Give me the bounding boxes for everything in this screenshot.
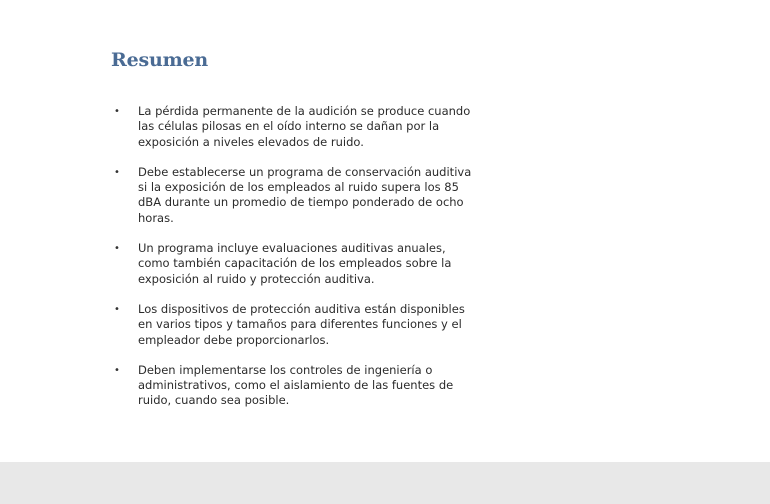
bullet-text: La pérdida permanente de la audición se produce cuando las células pilosas en el oído interno se dañan por la exposición a niveles elevados de ruido. — [138, 104, 471, 149]
bullet-item — [114, 302, 474, 348]
bullet-icon: • — [114, 243, 120, 255]
bullet-item — [114, 363, 474, 409]
bullet-text: Debe establecerse un programa de conservación auditiva si la exposición de los empleados al ruido supera los 85 dBA durante un promedio de tiempo ponderado de ocho horas. — [138, 164, 472, 225]
bullet-list — [114, 104, 474, 424]
bullet-icon: • — [114, 364, 120, 376]
slide-title: Resumen — [111, 49, 208, 71]
bottom-bar — [0, 462, 770, 504]
bullet-item — [114, 165, 474, 226]
bullet-text: Los dispositivos de protección auditiva están disponibles en varios tipos y tamaños para diferentes funciones y el empleador debe proporcionarlos. — [138, 301, 465, 347]
bullet-icon: • — [114, 166, 120, 178]
bullet-icon: • — [114, 106, 120, 117]
bullet-icon: • — [114, 303, 120, 315]
bullet-item — [114, 241, 474, 287]
bullet-text: Deben implementarse los controles de ingeniería o administrativos, como el aislamiento de las fuentes de ruido, cuando sea posible. — [138, 362, 454, 408]
bullet-item — [114, 104, 474, 150]
bullet-text: Un programa incluye evaluaciones auditivas anuales, como también capacitación de los empleados sobre la exposición al ruido y protección auditiva. — [138, 241, 452, 286]
